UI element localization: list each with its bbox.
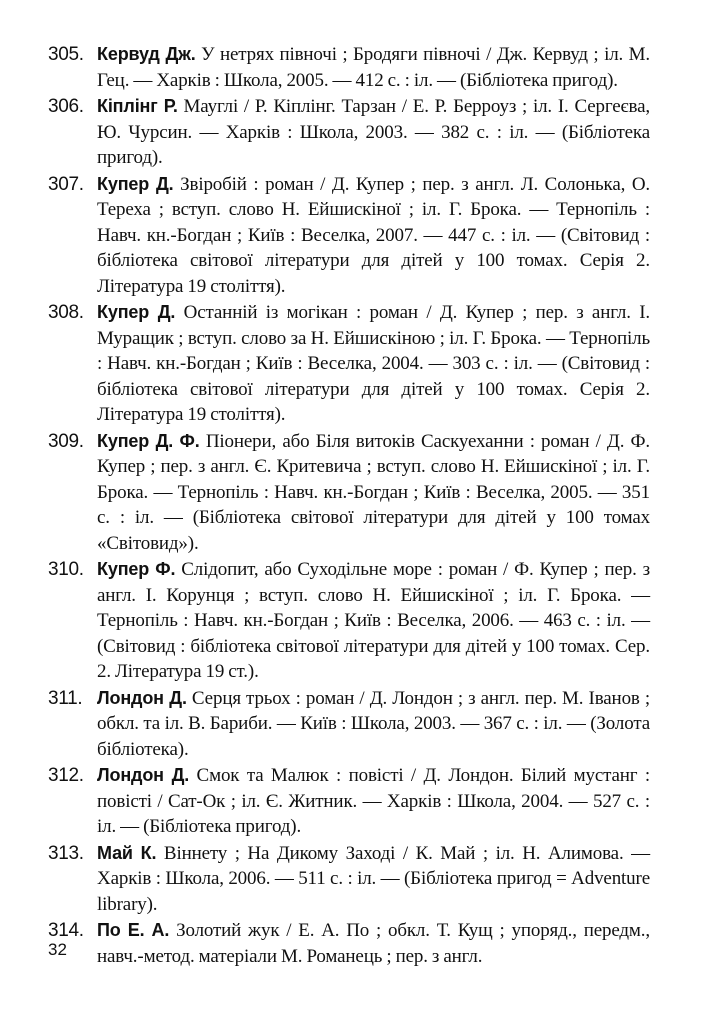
entry-author: Купер Д. Ф. <box>97 430 200 451</box>
entry-author: Кервуд Дж. <box>97 44 196 64</box>
entry-author: Купер Д. <box>97 173 174 194</box>
page-number: 32 <box>48 940 67 959</box>
entry-description: Мауглі / Р. Кіплінг. Тарзан / Е. Р. Берроуз ; іл. І. Сергеєва, Ю. Чурсин. — Харків : Школа, 2003. — 382 с. : іл. — (Бібліотека пригод). <box>97 96 651 168</box>
bibliography-entry <box>48 300 650 428</box>
entry-number: 308. <box>48 302 84 323</box>
entry-text <box>97 763 650 840</box>
entry-text <box>97 557 650 685</box>
entry-number: 306. <box>48 96 84 117</box>
entry-description: Піонери, або Біля витоків Саскуеханни : роман / Д. Ф. Купер ; пер. з англ. Є. Критевича ; вступ. слово Н. Ейшискіної ; іл. Г. Брока. — Тернопіль : Навч. кн.-Богдан ; Київ : Веселка, 2005. — 351 с. : іл. — (Бібліотека світової літератури для дітей у 100 томах «Світовид»). <box>97 430 650 554</box>
entry-text <box>97 429 650 557</box>
entry-number: 307. <box>48 173 84 195</box>
bibliography-entry <box>48 94 650 171</box>
entry-description: Слідопит, або Суходільне море : роман / Ф. Купер ; пер. з англ. І. Корунця ; вступ. слово Н. Ейшискіної ; іл. Г. Брока. — Тернопіль : Навч. кн.-Богдан ; Київ : Веселка, 2006. — 463 с. : іл. — (Світовид : бібліотека світової літератури для дітей у 100 томах. Сер. 2. Література 19 ст.). <box>97 559 650 682</box>
entry-description: Серця трьох : роман / Д. Лондон ; з англ. пер. М. Іванов ; обкл. та іл. В. Бариби. — Київ : Школа, 2003. — 367 с. : іл. — (Золота бібліотека). <box>97 687 650 760</box>
entry-description: Віннету ; На Дикому Заході / К. Май ; іл. Н. Алимова. — Харків : Школа, 2006. — 511 с. : іл. — (Бібліотека пригод = Adventure library). <box>97 842 650 915</box>
entry-author: Лондон Д. <box>97 765 190 785</box>
bibliography-entry <box>48 918 650 969</box>
entry-text <box>97 42 650 93</box>
entry-author: Кіплінг Р. <box>97 96 178 116</box>
entry-number: 310. <box>48 559 84 580</box>
bibliography-entry <box>48 841 650 918</box>
entry-number: 311. <box>48 687 83 709</box>
entry-number: 314. <box>48 920 84 941</box>
bibliography-entry <box>48 557 650 685</box>
entry-text <box>97 172 650 300</box>
entry-author: По Е. А. <box>97 920 170 940</box>
bibliography-entry <box>48 686 650 763</box>
entry-description: Золотий жук / Е. А. По ; обкл. Т. Кущ ; упоряд., передм., навч.-метод. матеріали М. Романець ; пер. з англ. <box>97 920 650 967</box>
entry-text <box>97 94 650 171</box>
bibliography-entry <box>48 763 650 840</box>
entry-description: У нетрях півночі ; Бродяги півночі / Дж. Кервуд ; іл. М. Гец. — Харків : Школа, 2005. — 412 с. : іл. — (Бібліотека пригод). <box>97 44 650 91</box>
bibliography-entry <box>48 172 650 300</box>
entry-description: Смок та Малюк : повісті / Д. Лондон. Білий мустанг : повісті / Сат-Ок ; іл. Є. Житник. — Харків : Школа, 2004. — 527 с. : іл. — (Бібліотека пригод). <box>97 765 650 837</box>
entry-author: Май К. <box>97 842 157 863</box>
entry-text <box>97 686 650 763</box>
entry-description: Звіробій : роман / Д. Купер ; пер. з англ. Л. Солонька, О. Тереха ; вступ. слово Н. Ейшискіної ; іл. Г. Брока. — Тернопіль : Навч. кн.-Богдан ; Київ : Веселка, 2007. — 447 с. : іл. — (Світовид : бібліотека світової літератури для дітей у 100 томах. Серія 2. Література 19 століття). <box>97 173 650 297</box>
bibliography-list <box>48 42 650 970</box>
entry-number: 312. <box>48 765 84 786</box>
entry-text <box>97 841 650 918</box>
entry-number: 305. <box>48 44 84 65</box>
entry-number: 313. <box>48 842 84 864</box>
bibliography-entry <box>48 42 650 93</box>
bibliography-entry <box>48 429 650 557</box>
entry-text <box>97 300 650 428</box>
entry-author: Купер Ф. <box>97 559 176 579</box>
entry-text <box>97 918 650 969</box>
entry-description: Останній із могікан : роман / Д. Купер ; пер. з англ. І. Муращик ; вступ. слово за Н. Ейшискіною ; іл. Г. Брока. — Тернопіль : Навч. кн.-Богдан ; Київ : Веселка, 2004. — 303 с. : іл. — (Світовид : бібліотека світової літератури для дітей у 100 томах. Серія 2. Література 19 століття). <box>97 302 650 425</box>
entry-author: Купер Д. <box>97 302 176 322</box>
entry-number: 309. <box>48 430 84 452</box>
entry-author: Лондон Д. <box>97 687 187 708</box>
